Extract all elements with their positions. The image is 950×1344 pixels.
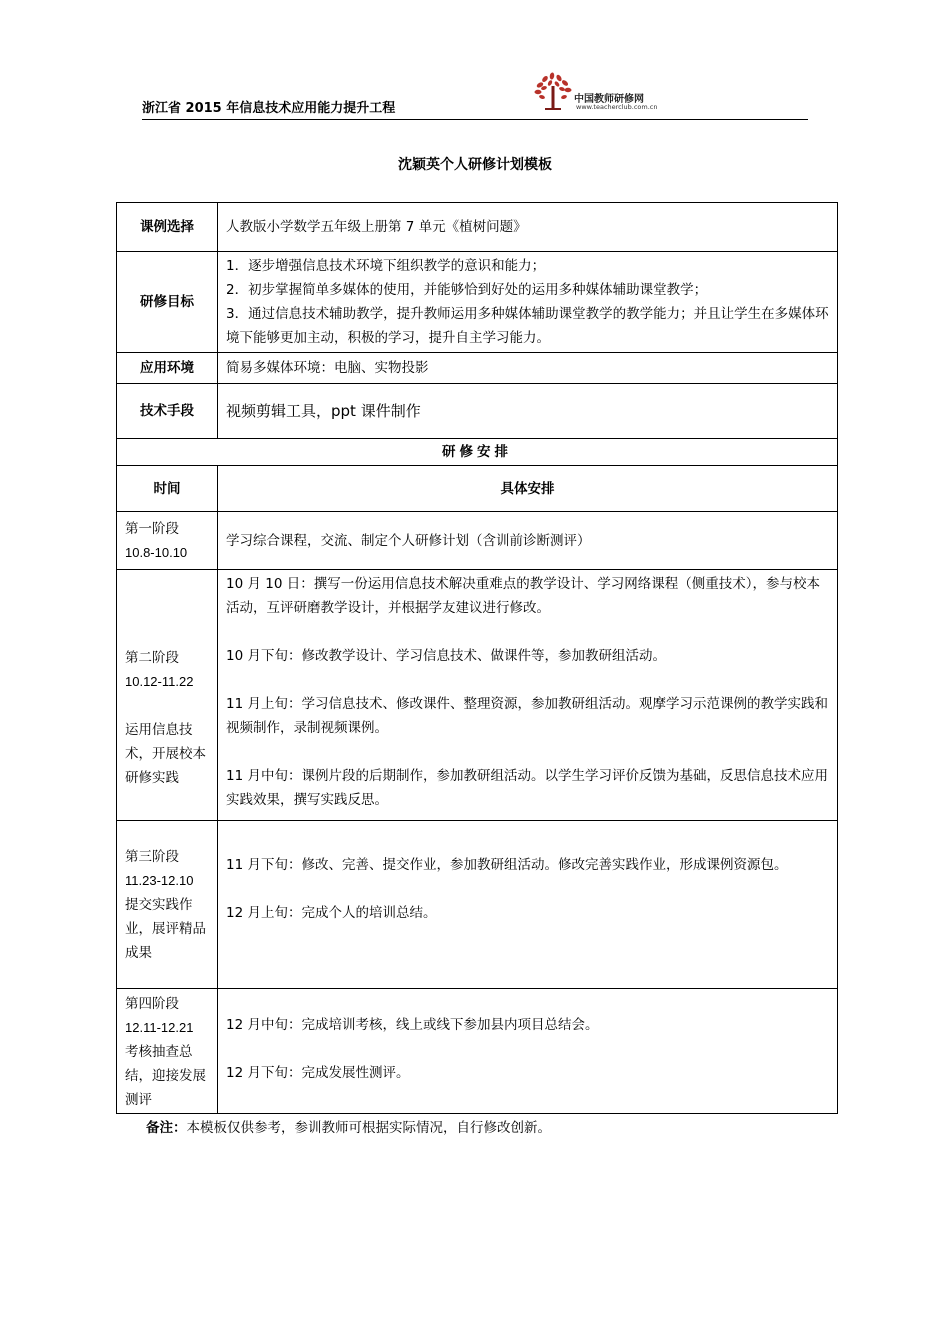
plan-item: 12 月下旬：完成发展性测评。: [226, 1065, 410, 1081]
plan-item: 11 月中旬：课例片段的后期制作，参加教研组活动。以学生学习评价反馈为基础，反思信息技术应用实践效果，撰写实践反思。: [226, 768, 828, 808]
goals-value: [218, 252, 838, 353]
tree-logo-icon: [530, 70, 576, 114]
plan-item: 12 月上旬：完成个人的培训总结。: [226, 905, 437, 921]
env-label: 应用环境: [117, 353, 218, 384]
goal-item: 3．通过信息技术辅助教学，提升教师运用多种媒体辅助课堂教学的教学能力；并且让学生在多媒体环境下能够更加主动，积极的学习，提升自主学习能力。: [226, 306, 829, 346]
footnote: [146, 1116, 551, 1136]
stage-dates: 10.8-10.10: [125, 544, 188, 560]
goal-item: 1．逐步增强信息技术环境下组织教学的意识和能力；: [226, 258, 546, 274]
plan-item: 学习综合课程，交流、制定个人研修计划（含训前诊断测评）: [226, 532, 591, 549]
stage-dates: 11.23-12.10: [125, 872, 194, 888]
tech-value: 视频剪辑工具，ppt 课件制作: [218, 384, 838, 439]
stage-plan-cell: [218, 570, 838, 821]
plan-item: 11 月上旬：学习信息技术、修改课件、整理资源，参加教研组活动。观摩学习示范课例的教学实践和视频制作，录制视频课例。: [226, 696, 828, 736]
stage-plan-cell: [218, 512, 838, 570]
stage-cell: [117, 570, 218, 821]
footnote-text: 本模板仅供参考，参训教师可根据实际情况，自行修改创新。: [186, 1120, 551, 1136]
stage-dates: 12.11-12.21: [125, 1019, 194, 1035]
table-row: [117, 570, 838, 821]
logo-chinese-text: 中国教师研修网: [574, 94, 644, 105]
table-row: [117, 384, 838, 439]
logo-url-text: www.teacherclub.com.cn: [576, 103, 658, 111]
header-title: 浙江省 2015 年信息技术应用能力提升工程: [142, 101, 396, 116]
stage-cell: [117, 512, 218, 570]
table-row: [117, 512, 838, 570]
stage-name: 第三阶段: [125, 848, 179, 865]
tech-label: 技术手段: [117, 384, 218, 439]
stage-cell: [117, 989, 218, 1114]
study-plan-table: [116, 202, 838, 1114]
table-row: [117, 466, 838, 512]
goals-label: 研修目标: [117, 252, 218, 353]
document-title: 沈颖英个人研修计划模板: [398, 157, 552, 173]
plan-item: 11 月下旬：修改、完善、提交作业，参加教研组活动。修改完善实践作业，形成课例资源包。: [226, 857, 788, 873]
plan-item: 10 月下旬：修改教学设计、学习信息技术、做课件等，参加教研组活动。: [226, 648, 666, 664]
case-value: 人教版小学数学五年级上册第 7 单元《植树问题》: [218, 203, 838, 252]
page-header: [142, 68, 808, 120]
env-value: 简易多媒体环境：电脑、实物投影: [218, 353, 838, 384]
plan-item: 12 月中旬：完成培训考核，线上或线下参加县内项目总结会。: [226, 1017, 599, 1033]
footnote-label: 备注：: [146, 1120, 187, 1136]
table-row: [117, 989, 838, 1114]
stage-plan-cell: [218, 989, 838, 1114]
stage-name: 第四阶段: [125, 995, 179, 1012]
stage-description: 提交实践作业，展评精品成果: [125, 896, 206, 961]
table-row: [117, 353, 838, 384]
stage-name: 第二阶段: [125, 650, 179, 666]
schedule-section-title: 研修安排: [117, 439, 838, 466]
case-label: 课例选择: [117, 203, 218, 252]
column-header-plan: 具体安排: [218, 466, 838, 512]
stage-description: 考核抽查总结，迎接发展测评: [125, 1043, 206, 1108]
stage-dates: 10.12-11.22: [125, 674, 194, 689]
stage-cell: [117, 821, 218, 989]
table-row: [117, 439, 838, 466]
goal-item: 2．初步掌握简单多媒体的使用，并能够恰到好处的运用多种媒体辅助课堂教学；: [226, 282, 708, 298]
teacherclub-logo: [530, 70, 680, 114]
column-header-time: 时间: [117, 466, 218, 512]
table-row: [117, 821, 838, 989]
table-row: [117, 252, 838, 353]
stage-description: 运用信息技术，开展校本研修实践: [125, 722, 206, 786]
table-row: [117, 203, 838, 252]
stage-name: 第一阶段: [125, 520, 179, 537]
stage-plan-cell: [218, 821, 838, 989]
plan-item: 10 月 10 日：撰写一份运用信息技术解决重难点的教学设计、学习网络课程（侧重技术），参与校本活动，互评研磨教学设计，并根据学友建议进行修改。: [226, 576, 820, 616]
